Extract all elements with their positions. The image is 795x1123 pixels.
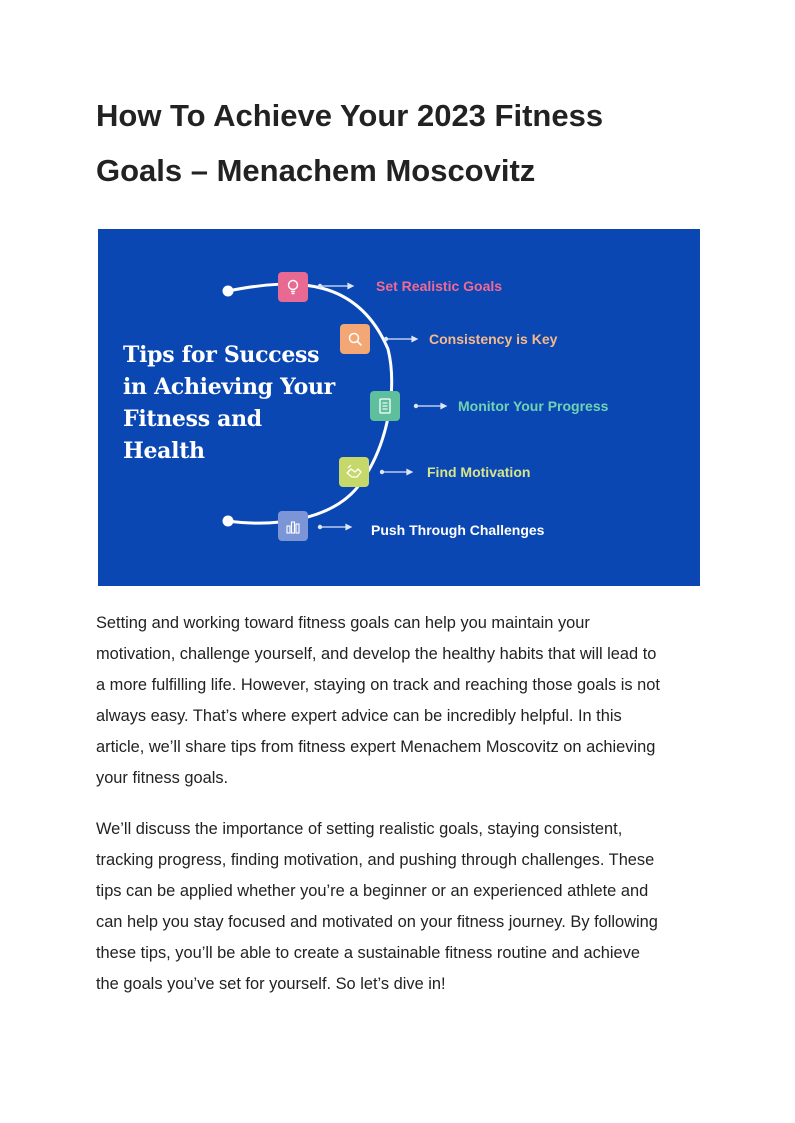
heading-line: Fitness and bbox=[123, 406, 262, 432]
paragraph-line: article, we’ll share tips from fitness expert Menachem Moscovitz on achieving bbox=[96, 738, 656, 756]
tip-monitor-your-progress: Monitor Your Progress bbox=[458, 398, 609, 414]
icon-tile bbox=[278, 272, 308, 302]
heading-line: Health bbox=[123, 438, 205, 464]
article bbox=[96, 88, 702, 993]
bar-chart-icon bbox=[278, 511, 308, 541]
heading-line: in Achieving Your bbox=[123, 374, 335, 400]
fitness-tips-infographic bbox=[98, 229, 700, 586]
handshake-icon bbox=[339, 457, 369, 487]
magnifier-icon bbox=[340, 324, 370, 354]
clipboard-icon bbox=[370, 391, 400, 421]
paragraph-line: the goals you’ve set for yourself. So let’s dive in! bbox=[96, 975, 446, 993]
paragraph-line: can help you stay focused and motivated on your fitness journey. By following bbox=[96, 913, 658, 931]
tip-consistency-is-key: Consistency is Key bbox=[429, 331, 558, 347]
paragraph-line: always easy. That’s where expert advice can be incredibly helpful. In this bbox=[96, 707, 622, 725]
page-title bbox=[96, 88, 702, 198]
tip-set-realistic-goals: Set Realistic Goals bbox=[376, 278, 503, 294]
paragraph-line: We’ll discuss the importance of setting realistic goals, staying consistent, bbox=[96, 820, 623, 838]
paragraph-line: motivation, challenge yourself, and develop the healthy habits that will lead to bbox=[96, 645, 657, 663]
paragraph-line: your fitness goals. bbox=[96, 769, 229, 787]
paragraph-line: these tips, you’ll be able to create a sustainable fitness routine and achieve bbox=[96, 944, 640, 962]
title-line: Goals – Menachem Moscovitz bbox=[96, 153, 536, 188]
heading-line: Tips for Success bbox=[123, 342, 320, 368]
intro-paragraph bbox=[96, 608, 702, 794]
tip-push-through-challenges: Push Through Challenges bbox=[371, 522, 545, 538]
paragraph-line: tips can be applied whether you’re a beginner or an experienced athlete and bbox=[96, 882, 649, 900]
title-line: How To Achieve Your 2023 Fitness bbox=[96, 98, 604, 133]
infographic-heading bbox=[123, 339, 353, 467]
paragraph-line: Setting and working toward fitness goals can help you maintain your bbox=[96, 614, 590, 632]
overview-paragraph bbox=[96, 814, 702, 1000]
paragraph-line: a more fulfilling life. However, staying on track and reaching those goals is not bbox=[96, 676, 660, 694]
timeline-end-dot bbox=[223, 516, 234, 527]
paragraph-line: tracking progress, finding motivation, and pushing through challenges. These bbox=[96, 851, 655, 869]
timeline-start-dot bbox=[223, 286, 234, 297]
tip-find-motivation: Find Motivation bbox=[427, 464, 531, 480]
lightbulb-icon bbox=[278, 272, 308, 302]
